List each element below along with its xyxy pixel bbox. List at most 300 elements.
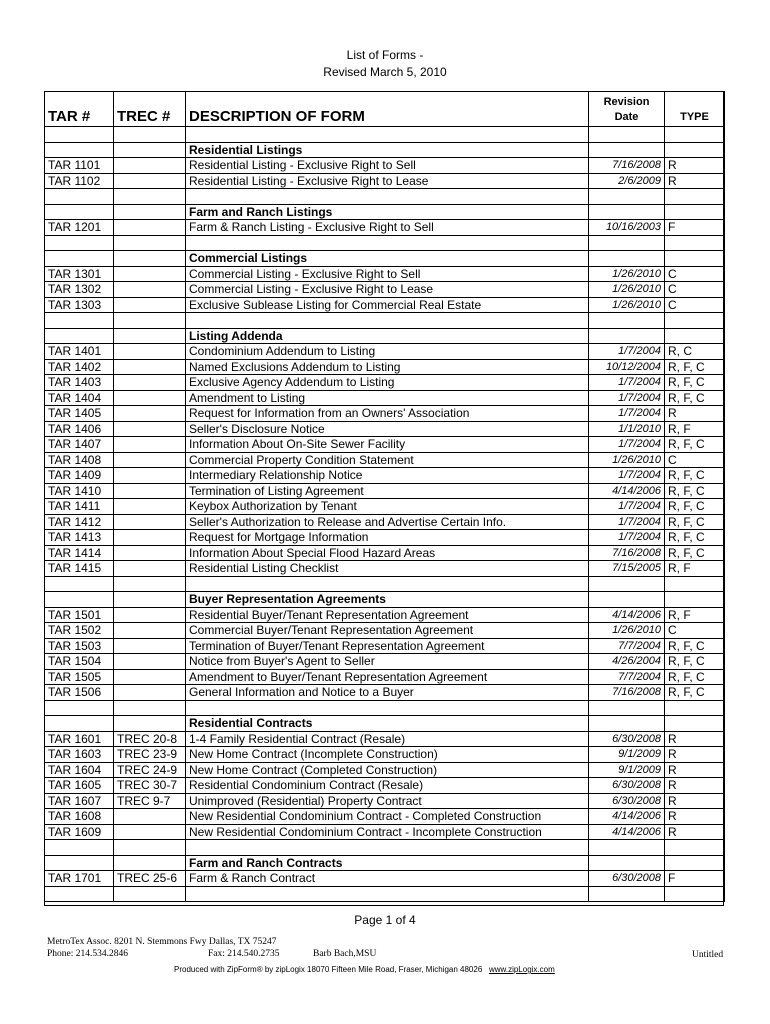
revision-date-cell: 1/7/2004 [589, 468, 665, 484]
form-row [45, 545, 725, 561]
tar-cell [45, 855, 114, 871]
trec-cell [114, 452, 186, 468]
type-cell: R [665, 747, 725, 763]
trec-cell [114, 437, 186, 453]
trec-cell [114, 840, 186, 856]
type-cell: C [665, 282, 725, 298]
tar-cell [45, 576, 114, 592]
tar-cell: TAR 1408 [45, 452, 114, 468]
header-trec: TREC # [114, 92, 186, 127]
description-cell: Seller's Authorization to Release and Advertise Certain Info. [186, 514, 589, 530]
description-cell [186, 235, 589, 251]
revision-date-cell: 1/1/2010 [589, 421, 665, 437]
form-row [45, 406, 725, 422]
tar-cell: TAR 1501 [45, 607, 114, 623]
revision-date-cell [589, 328, 665, 344]
description-cell: Residential Listing - Exclusive Right to Sell [186, 158, 589, 174]
form-row [45, 375, 725, 391]
revision-date-cell: 1/7/2004 [589, 514, 665, 530]
tar-cell: TAR 1102 [45, 173, 114, 189]
description-cell: Request for Mortgage Information [186, 530, 589, 546]
tar-cell: TAR 1409 [45, 468, 114, 484]
description-cell: Intermediary Relationship Notice [186, 468, 589, 484]
type-cell: F [665, 871, 725, 887]
type-cell: R, F, C [665, 514, 725, 530]
description-cell [186, 840, 589, 856]
revision-date-cell: 1/26/2010 [589, 266, 665, 282]
tar-cell [45, 886, 114, 902]
trec-cell [114, 421, 186, 437]
form-row [45, 561, 725, 577]
type-cell: R [665, 793, 725, 809]
trec-cell [114, 220, 186, 236]
revision-date-cell [589, 313, 665, 329]
header-revision-label: Revision [603, 96, 650, 108]
trec-cell [114, 251, 186, 267]
blank-row [45, 127, 725, 143]
description-cell: Residential Listings [186, 142, 589, 158]
type-cell: R [665, 762, 725, 778]
tar-cell: TAR 1506 [45, 685, 114, 701]
revision-date-cell: 6/30/2008 [589, 793, 665, 809]
form-row [45, 173, 725, 189]
description-cell: Request for Information from an Owners' Association [186, 406, 589, 422]
tar-cell: TAR 1412 [45, 514, 114, 530]
revision-date-cell [589, 700, 665, 716]
description-cell: General Information and Notice to a Buyer [186, 685, 589, 701]
section-header-row [45, 716, 725, 732]
blank-row [45, 886, 725, 902]
type-cell: R, F, C [665, 545, 725, 561]
tar-cell: TAR 1609 [45, 824, 114, 840]
title-line-1: List of Forms - [346, 48, 424, 62]
form-row [45, 499, 725, 515]
form-row [45, 514, 725, 530]
form-row [45, 871, 725, 887]
trec-cell [114, 375, 186, 391]
tar-cell: TAR 1503 [45, 638, 114, 654]
type-cell: C [665, 623, 725, 639]
form-row [45, 390, 725, 406]
form-row [45, 421, 725, 437]
tar-cell: TAR 1411 [45, 499, 114, 515]
type-cell: R, F, C [665, 638, 725, 654]
trec-cell [114, 204, 186, 220]
trec-cell [114, 468, 186, 484]
description-cell [186, 313, 589, 329]
description-cell: Residential Buyer/Tenant Representation Agreement [186, 607, 589, 623]
form-row [45, 731, 725, 747]
revision-date-cell: 2/6/2009 [589, 173, 665, 189]
trec-cell [114, 623, 186, 639]
header-row [45, 92, 725, 127]
tar-cell [45, 716, 114, 732]
revision-date-cell [589, 576, 665, 592]
trec-cell [114, 158, 186, 174]
trec-cell: TREC 20-8 [114, 731, 186, 747]
tar-cell: TAR 1410 [45, 483, 114, 499]
form-row [45, 530, 725, 546]
footer-phone: Phone: 214.534.2846 [47, 949, 129, 959]
type-cell: C [665, 297, 725, 313]
tar-cell: TAR 1607 [45, 793, 114, 809]
type-cell: R, F, C [665, 359, 725, 375]
trec-cell [114, 189, 186, 205]
tar-cell: TAR 1405 [45, 406, 114, 422]
description-cell [186, 700, 589, 716]
section-header-row [45, 251, 725, 267]
tar-cell [45, 328, 114, 344]
type-cell: R, F [665, 607, 725, 623]
type-cell [665, 716, 725, 732]
form-row [45, 793, 725, 809]
form-row [45, 778, 725, 794]
type-cell [665, 235, 725, 251]
trec-cell [114, 700, 186, 716]
section-header-row [45, 328, 725, 344]
revision-date-cell: 1/26/2010 [589, 452, 665, 468]
trec-cell [114, 638, 186, 654]
description-cell: Named Exclusions Addendum to Listing [186, 359, 589, 375]
description-cell [186, 886, 589, 902]
revision-date-cell: 6/30/2008 [589, 871, 665, 887]
type-cell [665, 700, 725, 716]
revision-date-cell: 9/1/2009 [589, 762, 665, 778]
footer-agent: Barb Bach,MSU [313, 949, 377, 959]
tar-cell: TAR 1404 [45, 390, 114, 406]
description-cell: Commercial Property Condition Statement [186, 452, 589, 468]
type-cell [665, 251, 725, 267]
description-cell: Listing Addenda [186, 328, 589, 344]
tar-cell [45, 189, 114, 205]
revision-date-cell: 9/1/2009 [589, 747, 665, 763]
description-cell: Residential Listing - Exclusive Right to Lease [186, 173, 589, 189]
type-cell: C [665, 266, 725, 282]
form-row [45, 669, 725, 685]
trec-cell [114, 173, 186, 189]
revision-date-cell: 1/7/2004 [589, 406, 665, 422]
revision-date-cell: 4/14/2006 [589, 824, 665, 840]
revision-date-cell [589, 592, 665, 608]
type-cell: R [665, 406, 725, 422]
section-header-row [45, 204, 725, 220]
form-row [45, 266, 725, 282]
tar-cell: TAR 1701 [45, 871, 114, 887]
description-cell: Farm & Ranch Listing - Exclusive Right to Sell [186, 220, 589, 236]
description-cell: New Home Contract (Completed Construction) [186, 762, 589, 778]
type-cell: R, F, C [665, 669, 725, 685]
header-tar: TAR # [45, 92, 114, 127]
revision-date-cell [589, 189, 665, 205]
trec-cell [114, 824, 186, 840]
blank-row [45, 189, 725, 205]
description-cell: Commercial Listing - Exclusive Right to Lease [186, 282, 589, 298]
revision-date-cell: 7/7/2004 [589, 638, 665, 654]
trec-cell [114, 514, 186, 530]
description-cell: Residential Condominium Contract (Resale) [186, 778, 589, 794]
revision-date-cell: 1/7/2004 [589, 530, 665, 546]
type-cell: R, F, C [665, 468, 725, 484]
trec-cell [114, 328, 186, 344]
description-cell: Information About Special Flood Hazard Areas [186, 545, 589, 561]
trec-cell [114, 483, 186, 499]
form-row [45, 297, 725, 313]
header-type: TYPE [665, 92, 725, 127]
type-cell: R, F, C [665, 437, 725, 453]
page-number: Page 1 of 4 [354, 913, 416, 927]
form-row [45, 359, 725, 375]
trec-cell [114, 406, 186, 422]
revision-date-cell: 10/12/2004 [589, 359, 665, 375]
trec-cell [114, 576, 186, 592]
tar-cell: TAR 1504 [45, 654, 114, 670]
tar-cell: TAR 1303 [45, 297, 114, 313]
type-cell [665, 576, 725, 592]
revision-date-cell: 10/16/2003 [589, 220, 665, 236]
form-row [45, 809, 725, 825]
description-cell: Unimproved (Residential) Property Contract [186, 793, 589, 809]
title-line-2: Revised March 5, 2010 [323, 65, 447, 79]
tar-cell: TAR 1603 [45, 747, 114, 763]
revision-date-cell: 4/14/2006 [589, 809, 665, 825]
revision-date-cell: 1/26/2010 [589, 623, 665, 639]
description-cell: Termination of Buyer/Tenant Representation Agreement [186, 638, 589, 654]
revision-date-cell: 1/26/2010 [589, 282, 665, 298]
tar-cell: TAR 1407 [45, 437, 114, 453]
revision-date-cell [589, 142, 665, 158]
trec-cell [114, 313, 186, 329]
revision-date-cell: 1/7/2004 [589, 499, 665, 515]
description-cell [186, 189, 589, 205]
trec-cell: TREC 23-9 [114, 747, 186, 763]
type-cell: R [665, 824, 725, 840]
description-cell: Farm and Ranch Listings [186, 204, 589, 220]
description-cell: New Residential Condominium Contract - Incomplete Construction [186, 824, 589, 840]
type-cell: R [665, 158, 725, 174]
description-cell: Exclusive Sublease Listing for Commercial Real Estate [186, 297, 589, 313]
ziplogix-link[interactable]: www.zipLogix.com [488, 965, 555, 974]
revision-date-cell: 1/7/2004 [589, 344, 665, 360]
trec-cell [114, 127, 186, 143]
trec-cell [114, 344, 186, 360]
description-cell [186, 127, 589, 143]
tar-cell: TAR 1505 [45, 669, 114, 685]
tar-cell [45, 251, 114, 267]
footer-address: MetroTex Assoc. 8201 N. Stemmons Fwy Dallas, TX 75247 [47, 937, 277, 947]
form-row [45, 638, 725, 654]
type-cell [665, 592, 725, 608]
tar-cell: TAR 1415 [45, 561, 114, 577]
form-row [45, 762, 725, 778]
trec-cell: TREC 30-7 [114, 778, 186, 794]
type-cell: R [665, 173, 725, 189]
revision-date-cell: 4/14/2006 [589, 483, 665, 499]
section-header-row [45, 855, 725, 871]
revision-date-cell [589, 204, 665, 220]
type-cell [665, 127, 725, 143]
footer-produced-line [174, 965, 555, 974]
revision-date-cell: 7/7/2004 [589, 669, 665, 685]
blank-row [45, 700, 725, 716]
trec-cell [114, 716, 186, 732]
description-cell: Termination of Listing Agreement [186, 483, 589, 499]
description-cell: Residential Contracts [186, 716, 589, 732]
trec-cell [114, 809, 186, 825]
tar-cell: TAR 1502 [45, 623, 114, 639]
type-cell: R [665, 731, 725, 747]
description-cell: Amendment to Listing [186, 390, 589, 406]
header-date-label: Date [614, 110, 639, 123]
trec-cell [114, 607, 186, 623]
tar-cell: TAR 1413 [45, 530, 114, 546]
type-cell: F [665, 220, 725, 236]
form-row [45, 623, 725, 639]
form-row [45, 747, 725, 763]
tar-cell [45, 127, 114, 143]
trec-cell [114, 282, 186, 298]
tar-cell [45, 313, 114, 329]
header-revision-date [589, 92, 665, 127]
revision-date-cell [589, 251, 665, 267]
type-cell: R, F, C [665, 530, 725, 546]
tar-cell: TAR 1604 [45, 762, 114, 778]
description-cell: Seller's Disclosure Notice [186, 421, 589, 437]
trec-cell [114, 266, 186, 282]
description-cell: Notice from Buyer's Agent to Seller [186, 654, 589, 670]
tar-cell: TAR 1414 [45, 545, 114, 561]
trec-cell [114, 561, 186, 577]
tar-cell: TAR 1406 [45, 421, 114, 437]
revision-date-cell [589, 840, 665, 856]
description-cell: Residential Listing Checklist [186, 561, 589, 577]
type-cell: R, F, C [665, 375, 725, 391]
form-row [45, 483, 725, 499]
description-cell: 1-4 Family Residential Contract (Resale) [186, 731, 589, 747]
trec-cell [114, 886, 186, 902]
footer-produced-text: Produced with ZipForm® by zipLogix 18070 Fifteen Mile Road, Fraser, Michigan 48026 [174, 965, 483, 974]
revision-date-cell: 7/16/2008 [589, 158, 665, 174]
description-cell: Farm & Ranch Contract [186, 871, 589, 887]
type-cell: R, C [665, 344, 725, 360]
type-cell [665, 840, 725, 856]
trec-cell [114, 685, 186, 701]
revision-date-cell [589, 235, 665, 251]
blank-row [45, 840, 725, 856]
type-cell: R, F, C [665, 685, 725, 701]
revision-date-cell: 1/7/2004 [589, 375, 665, 391]
type-cell [665, 189, 725, 205]
trec-cell [114, 297, 186, 313]
footer-fax: Fax: 214.540.2735 [208, 949, 280, 959]
type-cell: R, F, C [665, 499, 725, 515]
footer-document-name: Untitled [692, 950, 724, 960]
revision-date-cell: 6/30/2008 [589, 778, 665, 794]
description-cell: Keybox Authorization by Tenant [186, 499, 589, 515]
form-row [45, 158, 725, 174]
tar-cell: TAR 1608 [45, 809, 114, 825]
trec-cell [114, 499, 186, 515]
tar-cell [45, 204, 114, 220]
trec-cell [114, 654, 186, 670]
trec-cell: TREC 9-7 [114, 793, 186, 809]
trec-cell [114, 669, 186, 685]
tar-cell [45, 592, 114, 608]
form-row [45, 685, 725, 701]
type-cell: R, F, C [665, 390, 725, 406]
tar-cell: TAR 1301 [45, 266, 114, 282]
description-cell: Information About On-Site Sewer Facility [186, 437, 589, 453]
type-cell: R, F, C [665, 483, 725, 499]
trec-cell [114, 592, 186, 608]
revision-date-cell [589, 127, 665, 143]
revision-date-cell: 4/14/2006 [589, 607, 665, 623]
trec-cell [114, 530, 186, 546]
tar-cell: TAR 1402 [45, 359, 114, 375]
revision-date-cell: 1/7/2004 [589, 390, 665, 406]
section-header-row [45, 592, 725, 608]
form-row [45, 344, 725, 360]
revision-date-cell: 7/16/2008 [589, 545, 665, 561]
form-row [45, 824, 725, 840]
type-cell: R, F [665, 421, 725, 437]
tar-cell [45, 235, 114, 251]
revision-date-cell [589, 886, 665, 902]
description-cell: New Residential Condominium Contract - Completed Construction [186, 809, 589, 825]
trec-cell [114, 545, 186, 561]
blank-row [45, 235, 725, 251]
trec-cell [114, 359, 186, 375]
form-row [45, 282, 725, 298]
type-cell [665, 855, 725, 871]
type-cell: R [665, 809, 725, 825]
form-row [45, 452, 725, 468]
tar-cell [45, 700, 114, 716]
tar-cell: TAR 1403 [45, 375, 114, 391]
tar-cell [45, 840, 114, 856]
forms-table [44, 91, 725, 902]
revision-date-cell: 7/15/2005 [589, 561, 665, 577]
trec-cell [114, 235, 186, 251]
revision-date-cell: 1/7/2004 [589, 437, 665, 453]
tar-cell: TAR 1201 [45, 220, 114, 236]
tar-cell [45, 142, 114, 158]
revision-date-cell: 7/16/2008 [589, 685, 665, 701]
type-cell: R, F [665, 561, 725, 577]
trec-cell [114, 142, 186, 158]
blank-row [45, 576, 725, 592]
form-row [45, 468, 725, 484]
tar-cell: TAR 1601 [45, 731, 114, 747]
blank-row [45, 313, 725, 329]
description-cell: Condominium Addendum to Listing [186, 344, 589, 360]
tar-cell: TAR 1101 [45, 158, 114, 174]
revision-date-cell: 6/30/2008 [589, 731, 665, 747]
description-cell: Commercial Buyer/Tenant Representation Agreement [186, 623, 589, 639]
type-cell [665, 886, 725, 902]
trec-cell [114, 390, 186, 406]
header-description: DESCRIPTION OF FORM [186, 92, 589, 127]
form-row [45, 220, 725, 236]
tar-cell: TAR 1401 [45, 344, 114, 360]
type-cell [665, 204, 725, 220]
tar-cell: TAR 1605 [45, 778, 114, 794]
type-cell: R, F, C [665, 654, 725, 670]
trec-cell [114, 855, 186, 871]
type-cell [665, 142, 725, 158]
trec-cell: TREC 24-9 [114, 762, 186, 778]
description-cell: New Home Contract (Incomplete Construction) [186, 747, 589, 763]
revision-date-cell: 4/26/2004 [589, 654, 665, 670]
